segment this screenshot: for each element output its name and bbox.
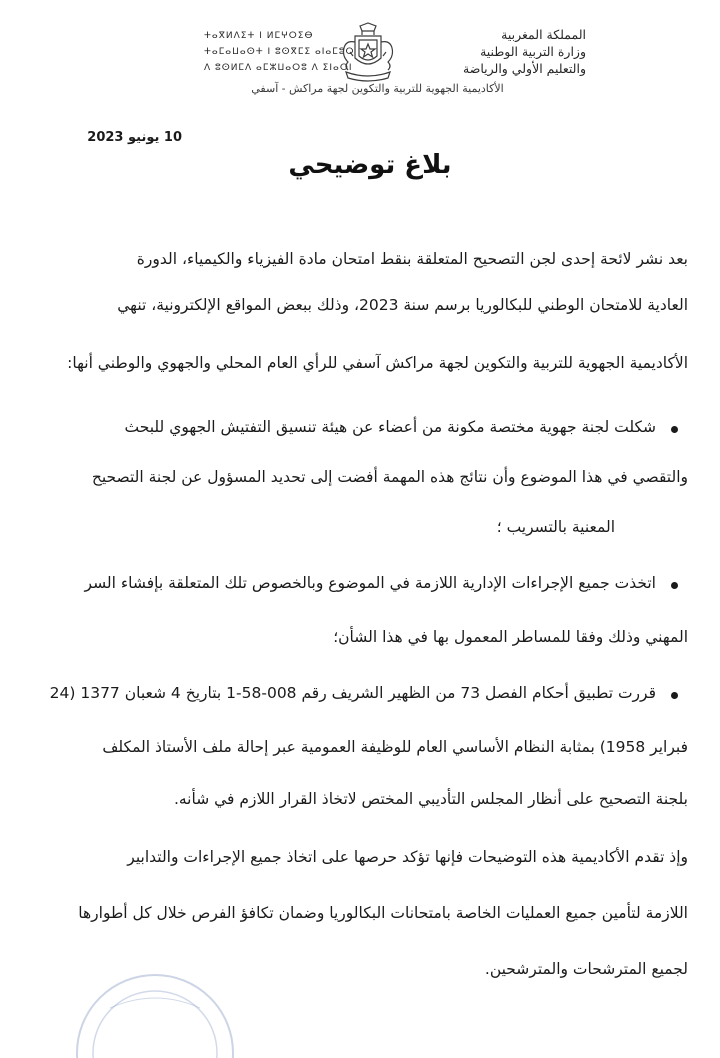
closing-line: لجميع المترشحات والمترشحين. [484,960,688,978]
ministry-name [436,26,586,77]
closing-line: اللازمة لتأمين جميع العمليات الخاصة بامتحانات البكالوريا وضمان تكافؤ الفرص خلال كل أطوارها [78,904,688,922]
bullet-line: قررت تطبيق أحكام الفصل 73 من الظهير الشريف رقم 008-58-1 بتاريخ 4 شعبان 1377 (24 [49,684,656,702]
bullet-line: والتقصي في هذا الموضوع وأن نتائج هذه المهمة أفضت إلى تحديد المسؤول عن لجنة التصحيح [91,468,688,486]
bullet-line: شكلت لجنة جهوية مختصة مكونة من أعضاء عن هيئة تنسيق التفتيش الجهوي للبحث [124,418,656,436]
tifinagh-line: ⵜⴰⴳⵍⴷⵉⵜ ⵏ ⵍⵎⵖⵔⵉⴱ [204,31,314,41]
document-title: بلاغ توضيحي [288,150,452,180]
bullet-icon [671,692,678,699]
intro-line: الأكاديمية الجهوية للتربية والتكوين لجهة مراكش آسفي للرأي العام المحلي والجهوي والوطني أنها: [67,354,688,372]
ministry-line: وزارة التربية الوطنية [480,44,586,59]
academy-name: الأكاديمية الجهوية للتربية والتكوين لجهة مراكش - آسفي [251,82,504,95]
closing-line: وإذ تقدم الأكاديمية هذه التوضيحات فإنها تؤكد حرصها على اتخاذ جميع الإجراءات والتدابير [127,848,688,866]
bullet-line: بلجنة التصحيح على أنظار المجلس التأديبي المختص لاتخاذ القرار اللازم في شأنه. [173,790,688,808]
bullet-line: اتخذت جميع الإجراءات الإدارية اللازمة في الموضوع وبالخصوص تلك المتعلقة بإفشاء السر [84,574,656,592]
ministry-line: والتعليم الأولي والرياضة [463,61,586,76]
bullet-icon [671,582,678,589]
ministry-line: المملكة المغربية [501,27,586,42]
coat-of-arms-icon [338,22,398,86]
ministry-name-tifinagh [204,28,355,76]
intro-line: بعد نشر لائحة إحدى لجن التصحيح المتعلقة بنقط امتحان مادة الفيزياء والكيمياء، الدورة [136,250,688,268]
tifinagh-line: ⵜⴰⵎⴰⵡⴰⵙⵜ ⵏ ⵓⵙⴳⵎⵉ ⴰⵏⴰⵎⵓⵔ [204,47,355,57]
tifinagh-line: ⴷ ⵓⵙⵍⵎⴷ ⴰⵎⵣⵡⴰⵔⵓ ⴷ ⵉⵏⴰⵔⵏ [204,63,353,73]
bullet-line: المعنية بالتسريب ؛ [496,518,615,536]
document-date: 10 يونيو 2023 [87,130,182,145]
official-stamp-icon [70,968,240,1058]
bullet-line: المهني وذلك وفقا للمساطر المعمول بها في هذا الشأن؛ [333,628,688,646]
bullet-icon [671,426,678,433]
bullet-line: فبراير 1958) بمثابة النظام الأساسي العام للوظيفة العمومية عبر إحالة ملف الأستاذ المكلف [102,738,688,756]
intro-line: العادية للامتحان الوطني للبكالوريا برسم سنة 2023، وذلك ببعض المواقع الإلكترونية، تنهي [117,296,688,314]
